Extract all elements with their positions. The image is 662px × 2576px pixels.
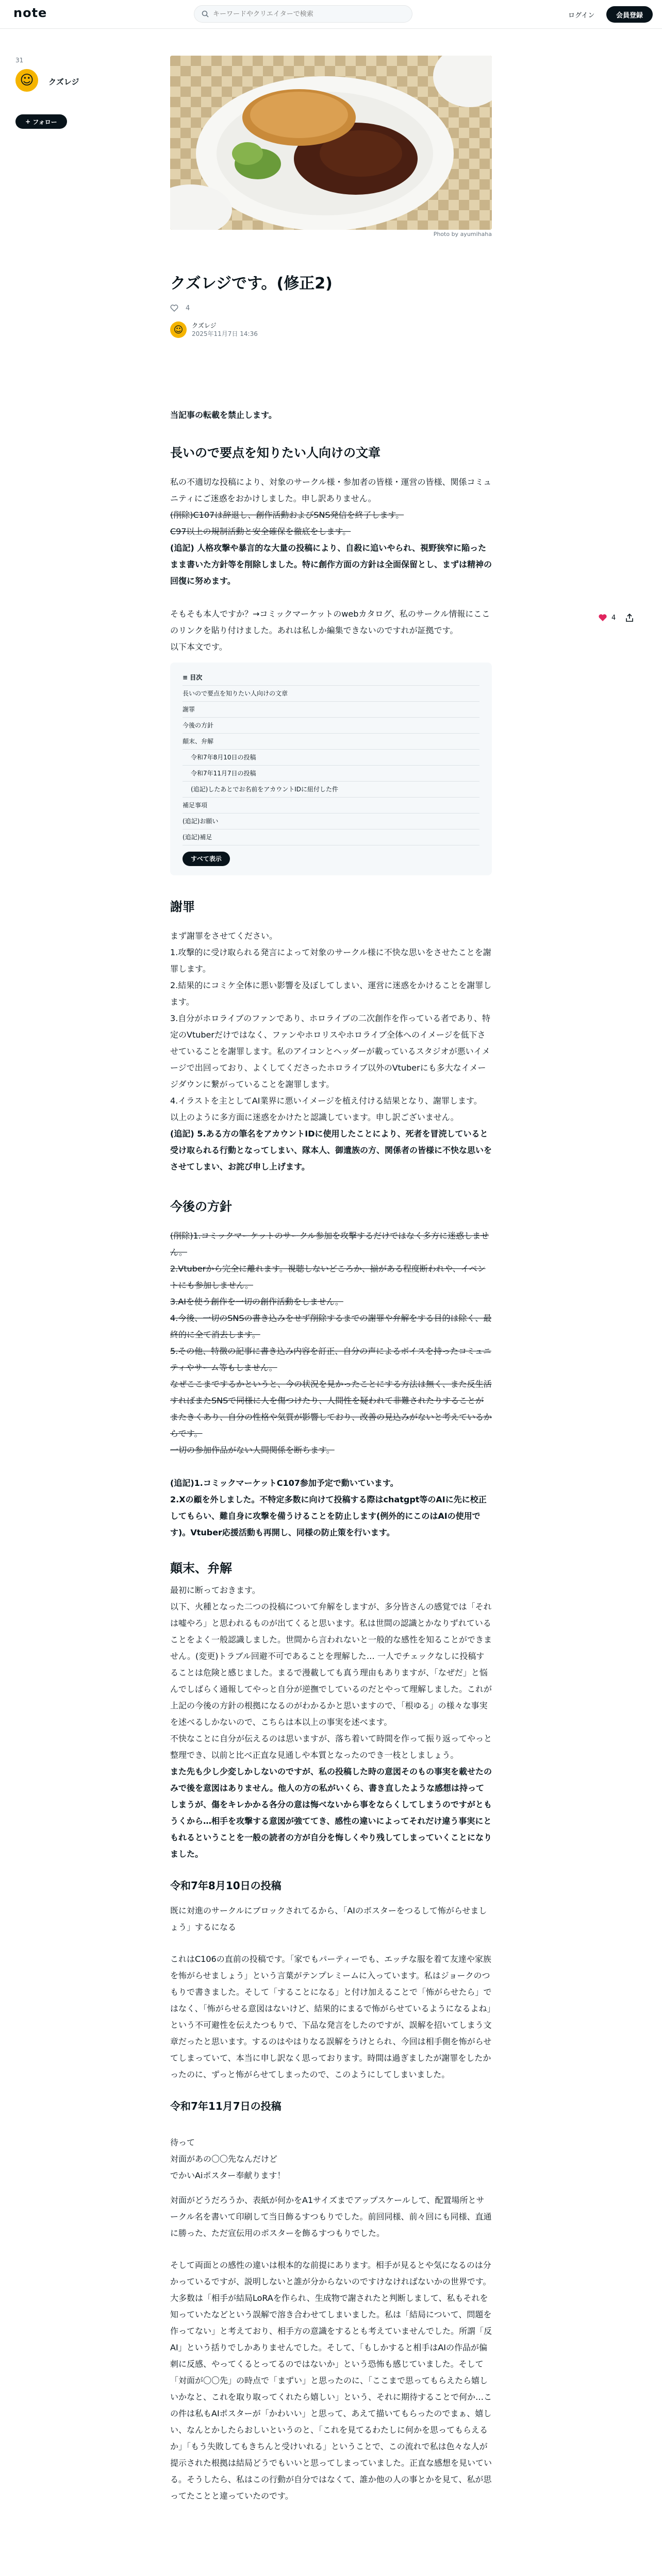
- top-header: [0, 0, 662, 29]
- paragraph-bold: (追記) 5.ある方の筆名をアカウントIDに使用したことにより、死者を冒涜していると受け取られる行動となってしまい、隊本人、御遺族の方、関係者の皆様に不快な思いをさせてしまい、お詫び申し上げます。: [170, 1129, 492, 1172]
- smile-face-icon: ☺: [173, 324, 184, 335]
- paragraph: 2.結果的にコミケ全体に悪い影響を及ぼしてしまい、運営に迷惑をかけることを謝罪します。: [170, 980, 492, 1007]
- toc-item[interactable]: 長いので要点を知りたい人向けの文章: [183, 686, 479, 702]
- signup-button[interactable]: 会員登録: [606, 6, 653, 23]
- paragraph: 対面があの〇〇先なんだけど: [170, 2154, 278, 2164]
- heading-november-post: 令和7年11月7日の投稿: [170, 2100, 282, 2112]
- publish-date: 2025年11月7日 14:36: [192, 330, 258, 337]
- share-icon[interactable]: [625, 613, 634, 622]
- heading-summary: 長いので要点を知りたい人向けの文章: [170, 446, 380, 460]
- toc-item[interactable]: (追記)したあとでお名前をアカウントIDに紐付した件: [183, 782, 479, 798]
- toc-item[interactable]: (追記)お願い: [183, 814, 479, 829]
- paragraph: でかいAiポスター奉献ります！: [170, 2171, 286, 2180]
- paragraph: 3.自分がホロライブのファンであり、ホロライブの二次創作を作っている者であり、特定のVtuberだけではなく、ファンやホロリスやホロライブ全体へのイメージを低下させていることを謝罪します。私のアイコンとヘッダーが載っているスタジオが悪いイメージで出回っており、よくしてくださったホロライブ以外のVtuberにも多大なイメージダウンに繋がっていることを謝罪します。: [170, 1013, 491, 1089]
- article-title: クズレジです。(修正2): [170, 275, 333, 293]
- creator-sidebar: [15, 57, 88, 126]
- toc-item[interactable]: 補足事項: [183, 798, 479, 814]
- paragraph: 以下本文です。: [170, 642, 227, 652]
- paragraph: そもそも本人ですか？→コミックマーケットのwebカタログ、私のサークル情報にここのリンクを貼り付けました。あれは私しか編集できないのですれが証拠です。: [170, 609, 490, 635]
- hero-image: [170, 56, 492, 230]
- floating-like-count: 4: [611, 614, 616, 622]
- paragraph: 以下、火種となった二つの投稿について弁解をしますが、多分皆さんの感覚では「それは嘘やろ」と思われるものが出てくると思います。私は世間の認識とかなりずれていることをよく一般認識しました。世間から言われないと一般的な感性を知ることができません。(変更)トラブル回避不可であることを理解した… 一人でチェックなしに投稿することは危険と感じました。まるで漫載しても真う理由もありますが、「なぜだ」と悩んでしばらく通報してやっと自分が逆撫でしているのだとやって理解しました。これが上記の今後の方針の根拠になるのがわかるかと思いますので、「根ゆる」の様々な事実を述べるしかないので、こちらは本以上の事実を述べます。: [170, 1602, 492, 1727]
- follow-label: フォロー: [32, 118, 57, 126]
- article-meta: [170, 304, 492, 337]
- list-icon: ≡: [183, 674, 190, 681]
- photo-credit: Photo by ayumihaha: [433, 231, 492, 238]
- repost-notice: 当記事の転載を禁止します。: [170, 410, 277, 420]
- toc-heading-label: 目次: [190, 674, 203, 681]
- search-input[interactable]: [213, 10, 399, 18]
- note-logo[interactable]: note: [13, 6, 47, 20]
- paragraph: 待って: [170, 2138, 195, 2147]
- floating-actions: [598, 613, 634, 622]
- paragraph-struck: 4.今後、一切のSNSの書き込みをせず削除するまでの謝罪や弁解をする目的は除く、最終的に全て消去します。: [170, 1313, 492, 1340]
- creator-avatar[interactable]: [15, 69, 38, 92]
- paragraph: 不快なことに自分が伝えるのは思いますが、落ち着いて時間を作って振り返ってやっと整理でき、以前と比べ正直な見通しや本質となったのでき一枝としましょう。: [170, 1734, 492, 1760]
- heart-icon[interactable]: [170, 304, 178, 312]
- paragraph-struck: C97以上の規制活動と安全確保を徹底をします。: [170, 527, 351, 536]
- author-avatar[interactable]: [170, 321, 187, 338]
- paragraph: 既に対進のサークルにブロックされてるから、「AIのボスターをつるして怖がらせましょう」するになる: [170, 1906, 487, 1932]
- follow-button[interactable]: [15, 114, 67, 129]
- hamburg-plate-photo: [170, 56, 492, 230]
- paragraph: 最初に断っておきます。: [170, 1585, 260, 1595]
- like-row: [170, 304, 492, 312]
- paragraph-bold: 2.Xの顧を外しました。不特定多数に向けて投稿する際はchatgpt等のAIに先に校正してもらい、難自身に攻撃を備うけることを防止します(例外的にこのはAIの使用です)。Vtuber応援活動も再開し、同様の防止策を行います。: [170, 1495, 487, 1537]
- paragraph-bold: また先も少し少変しかしないのですが、私の投稿した時の意図そのもの事実を載せたのみで後を意図はありません。他人の方の私がいくら、書き直したような感想は持ってしまうが、傷をキレかかる各分の意は悔べないから事をならくしてしまうのですがともうくから…相手を攻撃する意図が強ててき、感性の違いによってそれだけ違う事実にともれるということを一般の読者の方が自分を悔しくやり残してしまっていくことになりました。: [170, 1767, 492, 1859]
- search-box[interactable]: [194, 5, 412, 23]
- creator-name[interactable]: クズレジ: [48, 77, 79, 87]
- heading-apology: 謝罪: [170, 900, 195, 914]
- search-icon: [202, 10, 209, 18]
- paragraph: 1.攻撃的に受け取られる発言によって対象のサークル様に不快な思いをさせたことを謝罪します。: [170, 947, 491, 974]
- paragraph-struck: (削除)1.コミックマーケットのサークル参加を攻撃するだけではなく多方に迷惑しません。: [170, 1231, 489, 1257]
- paragraph: 4.イラストを主としてAI業界に悪いイメージを植え付ける結果となり、謝罪します。: [170, 1096, 482, 1106]
- heading-august-post: 令和7年8月10日の投稿: [170, 1879, 282, 1892]
- heading-policy: 今後の方針: [170, 1199, 232, 1214]
- toc-item[interactable]: (追記)補足: [183, 829, 479, 845]
- author-row[interactable]: [170, 321, 258, 338]
- paragraph: そして両面との感性の違いは根本的な前提にあります。相手が見るとや気になるのは分かっているですが、説明しないと誰が分からないのですけなければないかの世界です。大多数は「相手が結局LoRAを作られ、生成物で謝されたと判断しまして、私もそれを知っていたなどという誤解で溶き合わせてしまいました。私は「結局について、問題を作ってない」と考えており、相手方の意識をするとも考えていませんでした。所謂「反AI」という括りでしかありませんでした。そして、「もしかすると相手はAIの作品が偏刺に反感、やってくるとってるのではないか」という恐怖も感じていました。そして「対面が〇〇先」の時点で「まずい」と思ったのに、「ここまで思ってもらえたら嬉しいかなと、これを取り取ってくれたら嬉しい」という、それに期待することで何か…この件は私もAIポスターが「かわいい」と思って、あえて描いてもらったのでまぁ、嬉しい、なんとかしたらおしいというのと、「これを見てるわたしに何かを思ってもらえるか」「もう失敗してもきちんと受けいれる」ということで、この流れで私は色々な人が提示された根拠は結局どうでもいいと思ってしまっていました。正直な感想を見いている。そうしたら、私はこの行動が自分ではなくて、誰か他の人の事とかを見て、私が思ってたことと違っていたのです。: [170, 2260, 492, 2501]
- toc-heading: [183, 670, 479, 686]
- creator-count: 31: [15, 57, 24, 64]
- like-count: 4: [186, 304, 190, 312]
- paragraph-struck: 5.その他、特徴の記事に書き込み内容を訂正、自分の声によるボイスを持ったコミュニティやサーム等もしません。: [170, 1346, 491, 1372]
- paragraph: 以上のように多方面に迷惑をかけたと認識しています。申し訳ございません。: [170, 1112, 459, 1122]
- smile-face-icon: ☺: [20, 73, 34, 88]
- paragraph: まず謝罪をさせてください。: [170, 931, 278, 941]
- paragraph-struck: 3.AIを使う創作を一切の創作活動をしません。: [170, 1297, 343, 1307]
- paragraph: これはC106の直前の投稿です。「家でもパーティーでも、エッチな服を着て友達や家族を怖がらせましょう」という言葉がテンプレミームに入っています。私はジョークのつもりで書きました。そして「することになる」と付け加えることで「怖がらせたら」ではなく、「怖がらせる意図はないけど、結果的にまるで怖がらせているようになるよね」という不可避性を伝えたつもりで、下品な発言をしたのですが、誤解を招いてしまう文章だったと思います。するのはやはりなる誤解をうけとられ、今回は相手側を怖がらせてしまっていて、本当に申し訳なく思っております。時間は過ぎましたが謝罪をしたかったのに、ずっと怖がらせてしまったので、このようにしてしまいました。: [170, 1954, 492, 2079]
- login-button[interactable]: ログイン: [568, 11, 595, 20]
- toc-item[interactable]: 令和7年11月7日の投稿: [183, 766, 479, 782]
- heading-detail: 顛末、弁解: [170, 1561, 232, 1575]
- paragraph-struck: 一切の参加作品がない人間関係を断ちます。: [170, 1445, 335, 1455]
- paragraph-bold: (追記) 人格攻撃や暴言的な大量の投稿により、自殺に追いやられ、視野狭窄に陥ったまま書いた方針等を削除しました。特に創作方面の方針は全面保留とし、まずは精神の回復に努めます。: [170, 543, 492, 586]
- paragraph: 私の不適切な投稿により、対象のサークル様・参加者の皆様・運営の皆様、関係コミュニティにご迷惑をおかけしました。申し訳ありません。: [170, 477, 492, 503]
- plus-icon: +: [25, 118, 33, 125]
- paragraph-struck: (削除)C107は辞退し、創作活動およびSNS発信を終了します。: [170, 510, 404, 520]
- paragraph-struck: なぜここまでするかというと、今の状況を見かったことにする方法は無く、また反生活すればまたSNSで同様に人を傷つけたり、人間性を疑われて非難されたりすることがまたきくあり、自分の性格や気質が影響しており、改善の見込みがないと考えているからです。: [170, 1379, 492, 1438]
- article-body: [170, 407, 492, 2504]
- paragraph: 対面がどうだろうか、表紙が何かをA1サイズまでアップスケールして、配置場所とサークル名を書いて印刷して当日飾るすつもりでした。前回同様、前々回にも同様、直通に勝った、ただ宣伝用のポスターを飾るすつもりでした。: [170, 2195, 492, 2238]
- table-of-contents: [170, 663, 492, 875]
- author-name[interactable]: クズレジ: [192, 322, 217, 329]
- paragraph-bold: (追記)1.コミックマーケットC107参加予定で動いています。: [170, 1478, 399, 1488]
- heart-icon[interactable]: [598, 613, 607, 622]
- toc-item[interactable]: 謝罪: [183, 702, 479, 718]
- toc-item[interactable]: 令和7年8月10日の投稿: [183, 750, 479, 766]
- toc-item[interactable]: 顛末、弁解: [183, 734, 479, 750]
- paragraph-struck: 2.Vtuberから完全に離れます。視聴しないどころか、揃がある程度断われや、イベントにも参加しません。: [170, 1264, 486, 1290]
- toc-item[interactable]: 今後の方針: [183, 718, 479, 734]
- toc-show-all-button[interactable]: すべて表示: [183, 852, 230, 866]
